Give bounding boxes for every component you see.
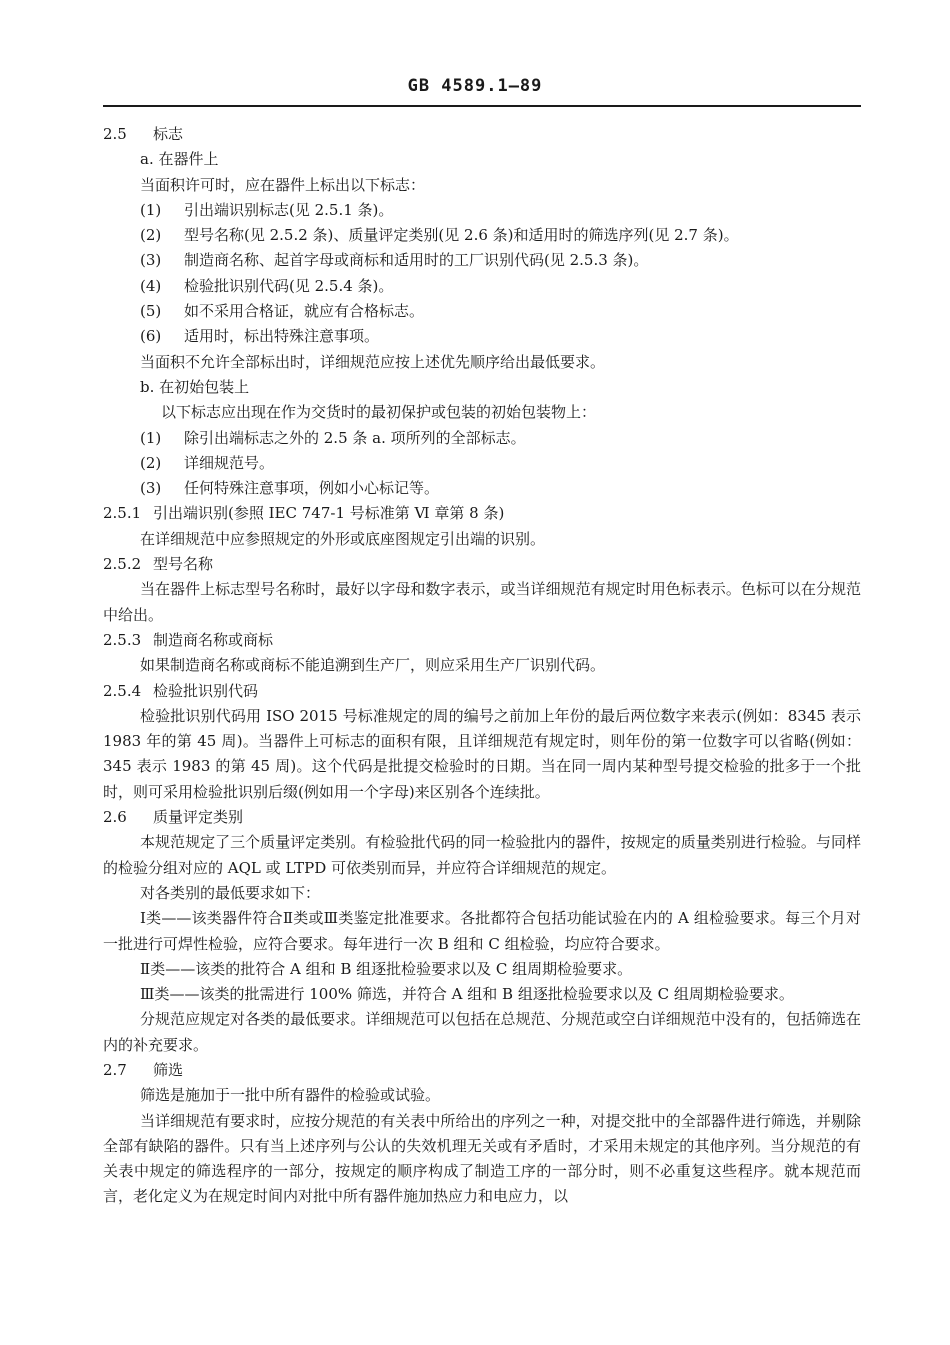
section-number: 2.6 [103,808,127,827]
section-number: 2.5.1 [103,504,142,523]
list-item: (2) 详细规范号。 [140,453,275,472]
section-2-7-heading [103,1058,861,1083]
section-title: 检验批识别代码 [153,681,259,700]
list-item: (3) 制造商名称、起首字母或商标和适用时的工厂识别代码(见 2.5.3 条)。 [140,251,649,270]
section-2-5-4-heading [103,679,861,704]
document-header-code: GB 4589.1—89 [407,76,543,96]
subsection-b-label: b. 在初始包装上 [140,377,250,396]
section-2-6-paragraph: 对各类别的最低要求如下： [140,883,321,902]
section-title: 标志 [153,125,184,143]
section-2-5-heading [103,122,861,147]
section-2-5-4-body: 检验批识别代码用 ISO 2015 号标准规定的周的编号之前加上年份的最后两位数字来表示(例如：8345 表示 1983 年的第 45 周)。当器件上可标志的面积有限，且详细规范有规定时，则年份的第一位数字可以省略(例如：345 表示 1983 的第 45 周)。这个代码是批提交检验时的日期。当在同一周内某种型号提交检验的批多于一个批时，则可采用检验批识别后缀(例如用一个字母)来区别各个连续批。 [103,706,861,801]
section-2-7-paragraph: 当详细规范有要求时，应按分规范的有关表中所给出的序列之一种，对提交批中的全部器件进行筛选，并剔除全部有缺陷的器件。只有当上述序列与公认的失效机理无关或有矛盾时，才采用未规定的其他序列。当分规范的有关表中规定的筛选程序的一部分，按规定的顺序构成了制造工序的一部分时，则不必重复这些程序。就本规范而言，老化定义为在规定时间内对批中所有器件施加热应力和电应力，以 [103,1111,861,1206]
section-2-6-paragraph: 分规范应规定对各类的最低要求。详细规范可以包括在总规范、分规范或空白详细规范中没有的，包括筛选在内的补充要求。 [103,1010,861,1054]
subsection-a-intro: 当面积许可时，应在器件上标出以下标志： [140,175,426,194]
section-number: 2.5.3 [103,630,142,649]
section-2-5-3-heading [103,628,861,653]
section-title: 引出端识别(参照 IEC 747-1 号标准第 Ⅵ 章第 8 条) [153,504,505,523]
section-2-6-class-2: Ⅱ类——该类的批符合 A 组和 B 组逐批检验要求以及 C 组周期检验要求。 [140,959,633,978]
section-number: 2.7 [103,1060,127,1079]
section-2-5-2-heading [103,552,861,577]
section-2-5-1-heading [103,501,861,526]
section-number: 2.5.2 [103,555,142,574]
subsection-a-label: a. 在器件上 [140,150,219,169]
section-title: 型号名称 [153,555,214,574]
list-item: (4) 检验批识别代码(见 2.5.4 条)。 [140,276,394,295]
section-title: 筛选 [153,1060,184,1079]
document-body [103,122,861,1210]
subsection-b-intro: 以下标志应出现在作为交货时的最初保护或包装的初始包装物上： [161,403,597,422]
section-2-7-paragraph: 筛选是施加于一批中所有器件的检验或试验。 [140,1086,441,1105]
list-item: (1) 引出端识别标志(见 2.5.1 条)。 [140,200,394,219]
section-2-5-2-body: 当在器件上标志型号名称时，最好以字母和数字表示，或当详细规范有规定时用色标表示。色标可以在分规范中给出。 [103,580,861,624]
section-title: 质量评定类别 [153,808,244,827]
section-2-6-heading [103,805,861,830]
list-item: (2) 型号名称(见 2.5.2 条)、质量评定类别(见 2.6 条)和适用时的筛选序列(见 2.7 条)。 [140,226,739,245]
section-number: 2.5 [103,125,127,143]
list-item: (3) 任何特殊注意事项，例如小心标记等。 [140,479,440,498]
section-2-5-3-body: 如果制造商名称或商标不能追溯到生产厂，则应采用生产厂识别代码。 [140,656,606,675]
header-rule [103,105,861,107]
section-2-6-class-3: Ⅲ类——该类的批需进行 100% 筛选，并符合 A 组和 B 组逐批检验要求以及 C 组周期检验要求。 [140,985,794,1004]
section-2-5-1-body: 在详细规范中应参照规定的外形或底座图规定引出端的识别。 [140,529,546,548]
section-number: 2.5.4 [103,681,142,700]
list-item: (1) 除引出端标志之外的 2.5 条 a. 项所列的全部标志。 [140,428,526,447]
section-2-6-class-1: Ⅰ类——该类器件符合Ⅱ类或Ⅲ类鉴定批准要求。各批都符合包括功能试验在内的 A 组检验要求。每三个月对一批进行可焊性检验，应符合要求。每年进行一次 B 组和 C 组检验，均应符合要求。 [103,909,861,953]
list-item: (5) 如不采用合格证，就应有合格标志。 [140,302,425,321]
list-item: (6) 适用时，标出特殊注意事项。 [140,327,380,346]
section-title: 制造商名称或商标 [153,630,274,649]
section-2-6-paragraph: 本规范规定了三个质量评定类别。有检验批代码的同一检验批内的器件，按规定的质量类别进行检验。与同样的检验分组对应的 AQL 或 LTPD 可依类别而异，并应符合详细规范的规定。 [103,833,861,877]
subsection-a-outro: 当面积不允许全部标出时，详细规范应按上述优先顺序给出最低要求。 [140,352,606,371]
